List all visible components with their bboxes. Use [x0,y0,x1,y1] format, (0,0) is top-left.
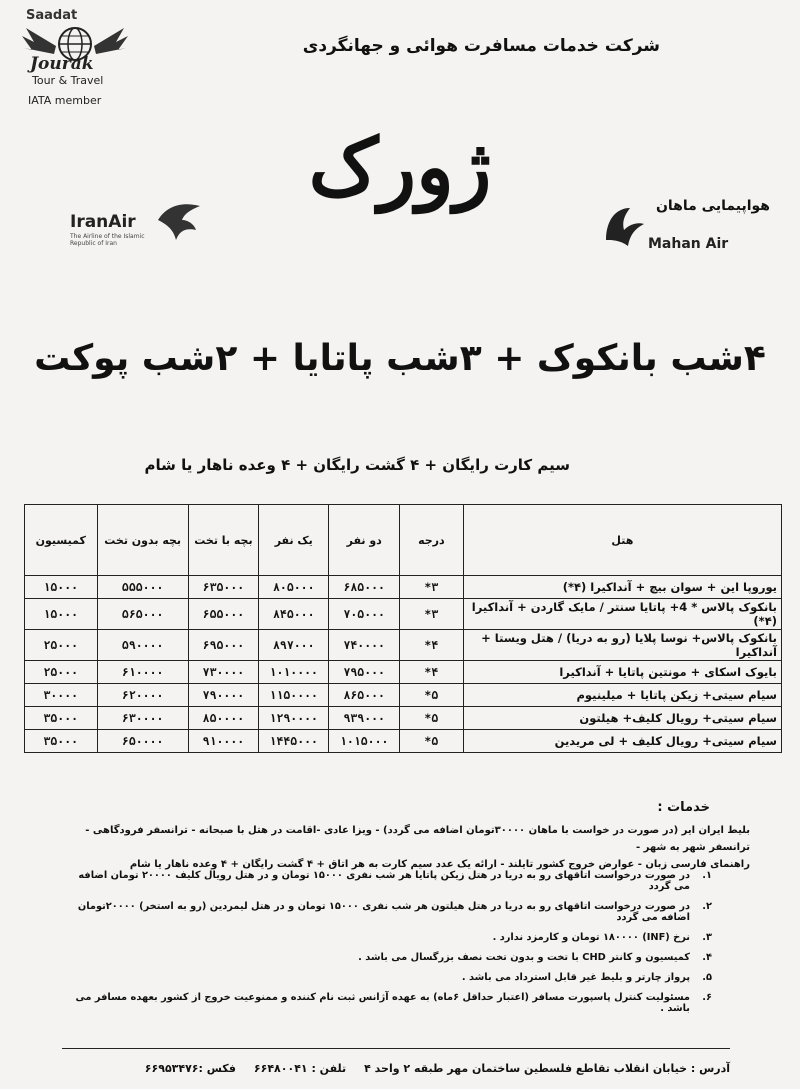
homa-bird-icon [154,200,204,246]
tour-subtitle: سیم کارت رایگان + ۴ گشت رایگان + ۴ وعده ناهار یا شام [144,456,570,474]
cell-child-bed: ۶۳۵۰۰۰ [188,576,258,599]
cell-double: ۶۸۵۰۰۰ [329,576,399,599]
cell-child-bed: ۸۵۰۰۰۰ [188,707,258,730]
cell-child-bed: ۷۹۰۰۰۰ [188,684,258,707]
mahan-logo-icon [600,200,648,250]
cell-grade: ۴* [399,661,463,684]
cell-single: ۸۹۷۰۰۰ [259,630,329,661]
note-text: در صورت درخواست اتاقهای رو به دریا در هتل زیکن پاتایا هر شب نفری ۱۵۰۰۰ تومان و در هتل رویال کلیف ۲۰۰۰۰ تومان اضافه می گردد [78,870,690,892]
mahan-air-logo [600,192,770,262]
company-description: شرکت خدمات مسافرت هوائی و جهانگردی [302,36,660,56]
note-number: ۴. [702,952,712,963]
note-number: ۶. [702,992,712,1003]
tour-title: ۴شب بانکوک + ۳شب پاتایا + ۲شب پوکت [34,338,766,379]
cell-hotel: سیام سیتی+ رویال کلیف + لی مریدین [463,730,781,753]
cell-grade: ۵* [399,730,463,753]
list-item [60,901,712,923]
cell-commission: ۳۵۰۰۰ [25,730,98,753]
notes-list [60,870,712,1023]
cell-hotel: بانکوک پالاس+ نوسا پلایا (رو به دریا) / هتل ویستا + آنداکیرا [463,630,781,661]
cell-child-nobed: ۶۳۰۰۰۰ [97,707,188,730]
footer-address: آدرس : خیابان انقلاب تقاطع فلسطین ساختمان مهر طبقه ۲ واحد ۴ [364,1062,730,1075]
cell-double: ۹۳۹۰۰۰ [329,707,399,730]
cell-commission: ۳۰۰۰۰ [25,684,98,707]
cell-grade: ۴* [399,630,463,661]
iranair-name: IranAir [70,212,136,232]
table-row [25,730,782,753]
header-grade: درجه [399,505,463,576]
table-row [25,684,782,707]
cell-hotel: بانکوک پالاس * 4+ پاتایا سنتر / مایک گاردن + آنداکیرا (۴*) [463,599,781,630]
cell-hotel: سیام سیتی+ رویال کلیف+ هیلتون [463,707,781,730]
cell-child-bed: ۷۳۰۰۰۰ [188,661,258,684]
cell-child-nobed: ۵۹۰۰۰۰ [97,630,188,661]
services-text [50,822,750,873]
note-number: ۱. [702,870,712,881]
header-hotel: هتل [463,505,781,576]
cell-hotel: بایوک اسکای + مونتین پاتایا + آنداکیرا [463,661,781,684]
cell-single: ۱۴۴۵۰۰۰ [259,730,329,753]
cell-single: ۱۲۹۰۰۰۰ [259,707,329,730]
list-item [60,932,712,943]
cell-double: ۱۰۱۵۰۰۰ [329,730,399,753]
note-text: نرخ (INF) ۱۸۰۰۰۰ تومان و کارمزد ندارد . [492,932,690,943]
cell-child-nobed: ۶۱۰۰۰۰ [97,661,188,684]
mahan-air-en: Mahan Air [648,236,729,252]
cell-single: ۸۰۵۰۰۰ [259,576,329,599]
cell-single: ۱۰۱۰۰۰۰ [259,661,329,684]
services-title: خدمات : [657,800,710,815]
table-row [25,630,782,661]
table-row [25,661,782,684]
cell-child-bed: ۶۹۵۰۰۰ [188,630,258,661]
services-line: راهنمای فارسی زبان - عوارض خروج کشور تایلند - ارائه یک عدد سیم کارت به هر اتاق + ۴ گشت رایگان + ۴ وعده ناهار یا شام [129,859,750,870]
cell-double: ۷۰۵۰۰۰ [329,599,399,630]
header-commission: کمیسیون [25,505,98,576]
note-text: مسئولیت کنترل پاسپورت مسافر (اعتبار حداقل ۶ماه) به عهده آژانس ثبت نام کننده و ممنوعیت خروج از کشور بعهده مسافر می باشد . [75,992,690,1014]
cell-child-nobed: ۶۲۰۰۰۰ [97,684,188,707]
note-text: در صورت درخواست اتاقهای رو به دریا در هتل هیلتون هر شب نفری ۱۵۰۰۰ تومان و در هتل لیمردین (رو به استخر) ۲۰۰۰۰تومان اضافه می گردد [77,901,690,923]
cell-commission: ۲۵۰۰۰ [25,630,98,661]
logo-brand-name: Jourak [30,54,94,74]
table-row [25,599,782,630]
cell-grade: ۵* [399,707,463,730]
footer-phone: تلفن : ۶۶۴۸۰۰۴۱ [253,1062,347,1075]
footer-contact [100,1062,730,1075]
cell-hotel: سیام سیتی+ زیکن پاتایا + میلینیوم [463,684,781,707]
logo-brand-top: Saadat [26,8,78,23]
header-single: یک نفر [259,505,329,576]
iranair-logo [70,200,210,250]
footer-divider [62,1048,730,1049]
table-row [25,576,782,599]
cell-single: ۸۴۵۰۰۰ [259,599,329,630]
cell-commission: ۲۵۰۰۰ [25,661,98,684]
note-number: ۳. [702,932,712,943]
list-item [60,952,712,963]
logo-tagline: Tour & Travel [32,74,104,87]
list-item [60,870,712,892]
jourak-logo [12,8,142,108]
cell-grade: ۵* [399,684,463,707]
cell-hotel: یوروپا این + سوان بیچ + آنداکیرا (۴*) [463,576,781,599]
note-text: کمیسیون و کانتر CHD با تخت و بدون تخت نصف بزرگسال می باشد . [358,952,690,963]
list-item [60,972,712,983]
cell-grade: ۳* [399,599,463,630]
cell-single: ۱۱۵۰۰۰۰ [259,684,329,707]
list-item [60,992,712,1014]
note-number: ۲. [702,901,712,912]
table-header-row [25,505,782,576]
company-name: ژورک [308,122,492,213]
mahan-air-fa: هواپیمایی ماهان [655,198,770,214]
cell-child-nobed: ۶۵۰۰۰۰ [97,730,188,753]
cell-child-bed: ۹۱۰۰۰۰ [188,730,258,753]
price-table [24,504,782,753]
cell-child-nobed: ۵۶۵۰۰۰ [97,599,188,630]
cell-double: ۸۶۵۰۰۰ [329,684,399,707]
cell-commission: ۳۵۰۰۰ [25,707,98,730]
cell-grade: ۳* [399,576,463,599]
note-number: ۵. [702,972,712,983]
cell-double: ۷۴۰۰۰۰ [329,630,399,661]
cell-commission: ۱۵۰۰۰ [25,599,98,630]
table-row [25,707,782,730]
cell-commission: ۱۵۰۰۰ [25,576,98,599]
header-double: دو نفر [329,505,399,576]
iranair-subtitle: The Airline of the Islamic Republic of Iran [70,233,145,247]
services-line: بلیط ایران ایر (در صورت در خواست با ماهان ۳۰۰۰۰تومان اضافه می گردد) - ویزا عادی -اقامت در هتل با صبحانه - ترانسفر فرودگاهی - ترانسفر شهر به شهر - [85,825,750,853]
cell-double: ۷۹۵۰۰۰ [329,661,399,684]
header-child-bed: بچه با تخت [188,505,258,576]
cell-child-nobed: ۵۵۵۰۰۰ [97,576,188,599]
cell-child-bed: ۶۵۵۰۰۰ [188,599,258,630]
header-child-nobed: بچه بدون تخت [97,505,188,576]
footer-fax: فکس :۶۶۹۵۳۴۷۶ [144,1062,236,1075]
note-text: پرواز چارتر و بلیط غیر قابل استرداد می باشد . [461,972,690,983]
iata-member-label: IATA member [28,94,102,107]
